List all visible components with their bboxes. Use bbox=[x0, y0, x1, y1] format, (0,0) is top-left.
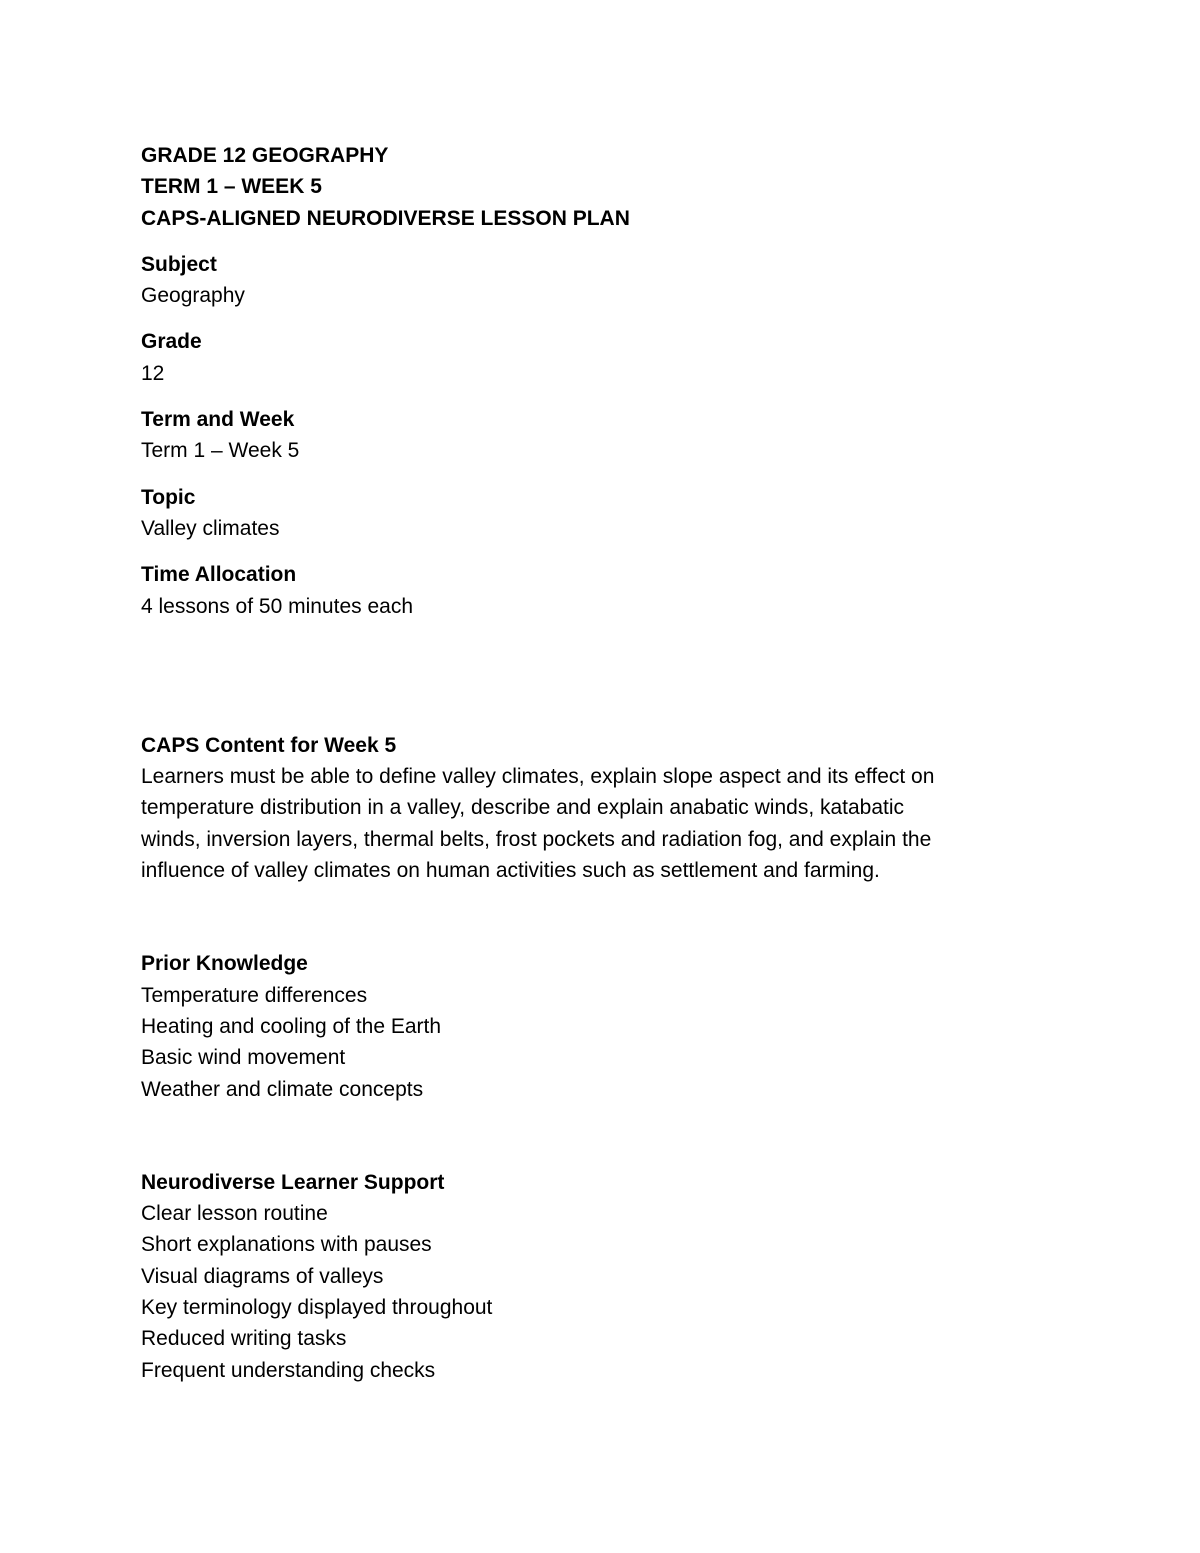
list-item: Frequent understanding checks bbox=[141, 1358, 436, 1382]
field-value: 12 bbox=[141, 361, 165, 385]
field-value: Valley climates bbox=[141, 516, 280, 540]
prior-knowledge-heading: Prior Knowledge bbox=[141, 952, 308, 976]
field-value: 4 lessons of 50 minutes each bbox=[141, 594, 413, 618]
document-title-term: TERM 1 – WEEK 5 bbox=[141, 175, 322, 199]
list-item: Key terminology displayed throughout bbox=[141, 1296, 493, 1320]
caps-content-line: winds, inversion layers, thermal belts, frost pockets and radiation fog, and explain the bbox=[141, 827, 932, 851]
list-item: Basic wind movement bbox=[141, 1046, 346, 1070]
caps-content-section bbox=[141, 730, 1061, 886]
list-item: Visual diagrams of valleys bbox=[141, 1264, 384, 1288]
document-title-plan: CAPS-ALIGNED NEURODIVERSE LESSON PLAN bbox=[141, 206, 630, 230]
caps-content-heading: CAPS Content for Week 5 bbox=[141, 733, 397, 757]
field-label: Subject bbox=[141, 252, 217, 276]
caps-content-line: influence of valley climates on human activities such as settlement and farming. bbox=[141, 859, 880, 883]
list-item: Short explanations with pauses bbox=[141, 1233, 432, 1257]
field-value: Term 1 – Week 5 bbox=[141, 439, 300, 463]
field-time-allocation bbox=[141, 559, 1061, 622]
list-item: Temperature differences bbox=[141, 983, 368, 1007]
list-item: Weather and climate concepts bbox=[141, 1077, 424, 1101]
field-subject bbox=[141, 249, 1061, 312]
document-page bbox=[141, 140, 1061, 1386]
field-label: Topic bbox=[141, 485, 196, 509]
field-label: Term and Week bbox=[141, 408, 295, 432]
prior-knowledge-section bbox=[141, 948, 1061, 1104]
neurodiverse-support-heading: Neurodiverse Learner Support bbox=[141, 1170, 445, 1194]
field-value: Geography bbox=[141, 284, 245, 308]
field-label: Grade bbox=[141, 330, 202, 354]
list-item: Reduced writing tasks bbox=[141, 1327, 347, 1351]
list-item: Heating and cooling of the Earth bbox=[141, 1014, 442, 1038]
document-title-grade: GRADE 12 GEOGRAPHY bbox=[141, 144, 389, 167]
field-term-and-week bbox=[141, 404, 1061, 467]
caps-content-line: temperature distribution in a valley, describe and explain anabatic winds, katabatic bbox=[141, 796, 905, 820]
list-item: Clear lesson routine bbox=[141, 1202, 328, 1226]
field-topic bbox=[141, 482, 1061, 545]
field-grade bbox=[141, 326, 1061, 389]
caps-content-line: Learners must be able to define valley climates, explain slope aspect and its effect on bbox=[141, 765, 935, 789]
document-title-block bbox=[141, 140, 1061, 234]
field-label: Time Allocation bbox=[141, 563, 297, 587]
neurodiverse-support-section bbox=[141, 1167, 1061, 1386]
